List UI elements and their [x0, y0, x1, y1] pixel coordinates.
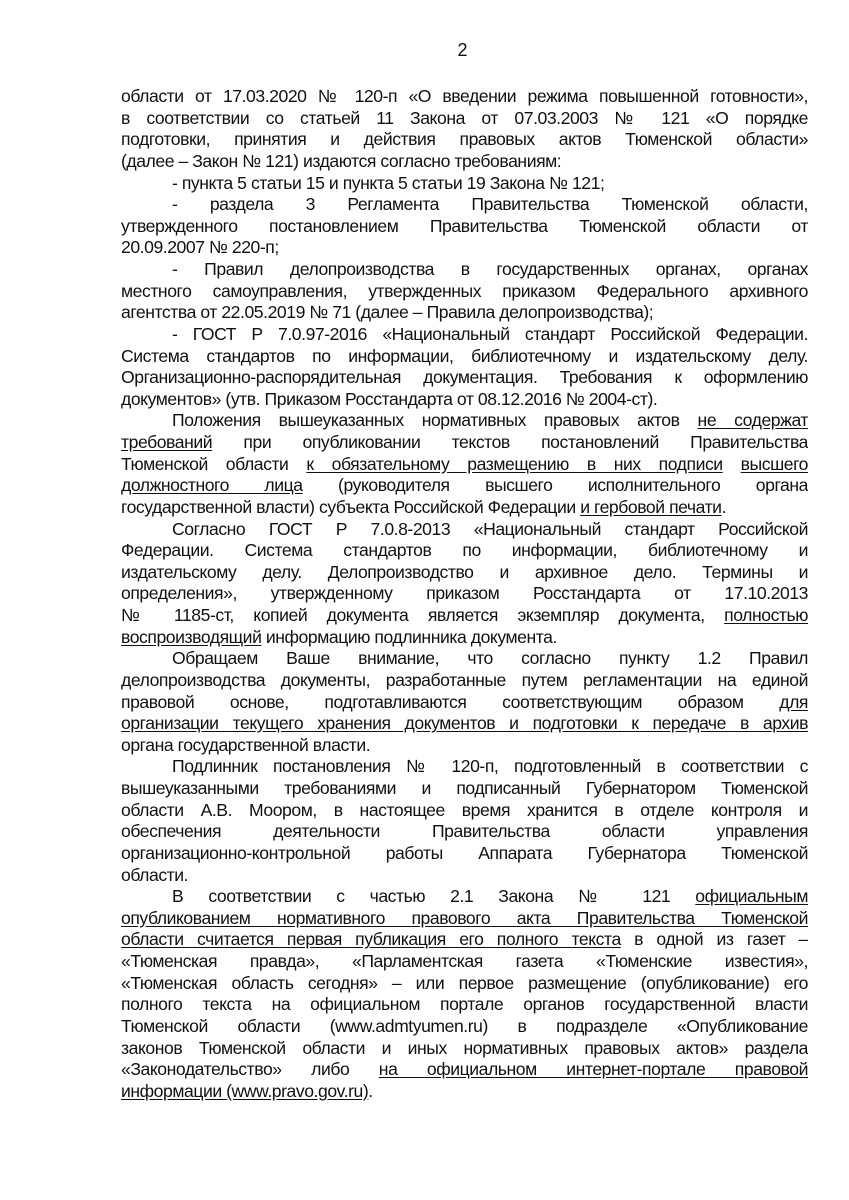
text-line: [121, 951, 808, 973]
text-line: [121, 994, 808, 1016]
paragraph-item-4: [121, 324, 808, 411]
text-line: [121, 194, 808, 216]
text-segment: Подлинник постановления № 120-п, подготовленный в соответствии с: [172, 756, 808, 777]
text-segment: Согласно ГОСТ Р 7.0.8-2013 «Национальный стандарт Российской: [172, 518, 808, 539]
text-segment: государственной власти) субъекта Российской Федерации: [121, 496, 581, 517]
text-segment: - Правил делопроизводства в государственных органах, органах: [172, 259, 808, 279]
underlined-text: высшего: [740, 453, 808, 474]
text-segment: № 1185-ст, копией документа является экземпляр документа,: [121, 605, 725, 625]
text-line: [121, 367, 808, 389]
text-segment: Положения вышеуказанных нормативных правовых актов: [172, 410, 698, 431]
text-segment: издательскому делу. Делопроизводство и архивное дело. Термины и: [121, 561, 808, 582]
text-segment: .: [368, 1080, 373, 1101]
text-line: [121, 497, 808, 519]
text-line: [121, 173, 808, 195]
text-line: [121, 540, 808, 562]
underlined-text: информации (www.pravo.gov.ru): [121, 1080, 369, 1101]
text-line: [121, 410, 808, 432]
text-line: [121, 86, 808, 108]
text-segment: делопроизводства документы, разработанные путем регламентации на единой: [121, 669, 808, 690]
text-line: [121, 713, 808, 735]
text-segment: - пункта 5 статьи 15 и пункта 5 статьи 19 Закона № 121;: [172, 172, 605, 193]
paragraph-item-2: [121, 194, 808, 259]
text-segment: обеспечения деятельности Правительства области управления: [121, 821, 808, 842]
text-segment: области.: [121, 864, 189, 885]
text-segment: при опубликовании текстов постановлений Правительства: [212, 432, 808, 452]
text-segment: - ГОСТ Р 7.0.97-2016 «Национальный стандарт Российской Федерации.: [172, 323, 808, 344]
text-line: [121, 108, 808, 130]
text-segment: Тюменской области (www.admtyumen.ru) в подразделе «Опубликование: [121, 1015, 808, 1036]
text-line: [121, 151, 808, 173]
text-segment: области от 17.03.2020 № 120-п «О введении режима повышенной готовности»,: [121, 86, 808, 106]
text-segment: Система стандартов по информации, библиотечному и издательскому делу.: [121, 345, 808, 366]
underlined-text: на официальном интернет-портале правовой: [378, 1059, 808, 1080]
text-line: [121, 129, 808, 151]
text-line: [121, 432, 808, 454]
text-line: [121, 519, 808, 541]
text-line: [121, 281, 808, 303]
text-line: [121, 821, 808, 843]
text-line: [121, 800, 808, 822]
text-line: [121, 259, 808, 281]
text-segment: «Законодательство» либо: [121, 1059, 379, 1080]
paragraph-intro: [121, 86, 808, 173]
text-segment: - раздела 3 Регламента Правительства Тюменской области,: [172, 194, 808, 215]
text-line: [121, 973, 808, 995]
text-segment: документов» (утв. Приказом Росстандарта от 08.12.2016 № 2004-ст).: [121, 388, 658, 409]
text-segment: .: [721, 496, 727, 517]
text-line: [121, 1038, 808, 1060]
text-segment: [723, 454, 741, 474]
text-segment: Обращаем Ваше внимание, что согласно пункту 1.2 Правил: [172, 648, 808, 669]
text-line: [121, 237, 808, 259]
text-segment: органа государственной власти.: [121, 734, 371, 755]
underlined-text: организации текущего хранения документов и подготовки к передаче в архив: [121, 713, 808, 734]
text-line: [121, 562, 808, 584]
text-line: [121, 756, 808, 778]
text-line: [121, 302, 808, 324]
text-segment: (руководителя высшего исполнительного органа: [302, 475, 808, 496]
text-line: [121, 216, 808, 238]
text-line: [121, 1016, 808, 1038]
page-number: 2: [457, 40, 468, 60]
text-segment: полного текста на официальном портале органов государственной власти: [121, 994, 808, 1015]
underlined-text: не содержат: [697, 410, 808, 431]
text-segment: определения», утвержденному приказом Росстандарта от 17.10.2013: [121, 583, 808, 604]
paragraph-attention: [121, 648, 808, 756]
text-line: [121, 389, 808, 411]
text-segment: подготовки, принятия и действия правовых актов Тюменской области»: [121, 129, 808, 150]
text-segment: Тюменской области: [121, 453, 307, 474]
text-segment: законов Тюменской области и иных нормативных правовых актов» раздела: [121, 1037, 808, 1058]
text-line: [121, 324, 808, 346]
underlined-text: требований: [121, 432, 213, 452]
underlined-text: должностного лица: [121, 475, 303, 496]
text-segment: (далее – Закон № 121) издаются согласно требованиям:: [121, 150, 562, 171]
paragraph-gost-copy: [121, 519, 808, 649]
text-segment: вышеуказанными требованиями и подписанный Губернатором Тюменской: [121, 778, 808, 798]
text-segment: «Тюменская область сегодня» – или первое размещение (опубликование) его: [121, 972, 808, 993]
paragraph-item-1: [121, 173, 808, 195]
underlined-text: области считается первая публикация его полного текста: [121, 929, 621, 950]
text-line: [121, 454, 808, 476]
paragraph-publication: [121, 886, 808, 1102]
text-line: [121, 929, 808, 951]
text-segment: Федерации. Система стандартов по информации, библиотечному и: [121, 540, 808, 561]
text-line: [121, 605, 808, 627]
text-line: [121, 778, 808, 800]
text-segment: правовой основе, подготавливаются соответствующим образом: [121, 691, 780, 712]
underlined-text: полностью: [724, 605, 808, 625]
underlined-text: официальным: [695, 886, 808, 907]
underlined-text: к обязательному размещению в них подписи: [306, 453, 723, 474]
text-line: [121, 583, 808, 605]
text-line: [121, 648, 808, 670]
paragraph-provisions: [121, 410, 808, 518]
text-segment: В соответствии с частью 2.1 Закона № 121: [172, 886, 696, 907]
underlined-text: опубликованием нормативного правового акта Правительства Тюменской: [121, 907, 808, 928]
text-line: [121, 670, 808, 692]
text-segment: организационно-контрольной работы Аппарата Губернатора Тюменской: [121, 842, 808, 863]
text-segment: утвержденного постановлением Правительства Тюменской области от: [121, 215, 808, 236]
text-segment: области А.В. Моором, в настоящее время хранится в отделе контроля и: [121, 799, 808, 820]
text-line: [121, 692, 808, 714]
paragraph-original: [121, 756, 808, 886]
text-line: [121, 735, 808, 757]
text-segment: в одной из газет –: [620, 929, 808, 950]
text-segment: Организационно-распорядительная документация. Требования к оформлению: [121, 367, 808, 388]
text-line: [121, 865, 808, 887]
underlined-text: для: [779, 691, 808, 712]
text-line: [121, 908, 808, 930]
paragraph-item-3: [121, 259, 808, 324]
text-segment: 20.09.2007 № 220-п;: [121, 237, 279, 258]
text-segment: местного самоуправления, утвержденных приказом Федерального архивного: [121, 280, 808, 301]
text-segment: агентства от 22.05.2019 № 71 (далее – Правила делопроизводства);: [121, 302, 654, 323]
text-line: [121, 1059, 808, 1081]
underlined-text: и гербовой печати: [580, 496, 722, 517]
text-line: [121, 886, 808, 908]
document-body: [121, 86, 808, 1102]
text-segment: в соответствии со статьей 11 Закона от 07.03.2003 № 121 «О порядке: [121, 107, 808, 128]
text-line: [121, 1081, 808, 1103]
text-line: [121, 346, 808, 368]
text-line: [121, 475, 808, 497]
underlined-text: воспроизводящий: [121, 626, 262, 647]
text-segment: информацию подлинника документа.: [261, 626, 557, 647]
text-line: [121, 627, 808, 649]
text-line: [121, 843, 808, 865]
text-segment: «Тюменская правда», «Парламентская газета «Тюменские известия»,: [121, 951, 808, 971]
